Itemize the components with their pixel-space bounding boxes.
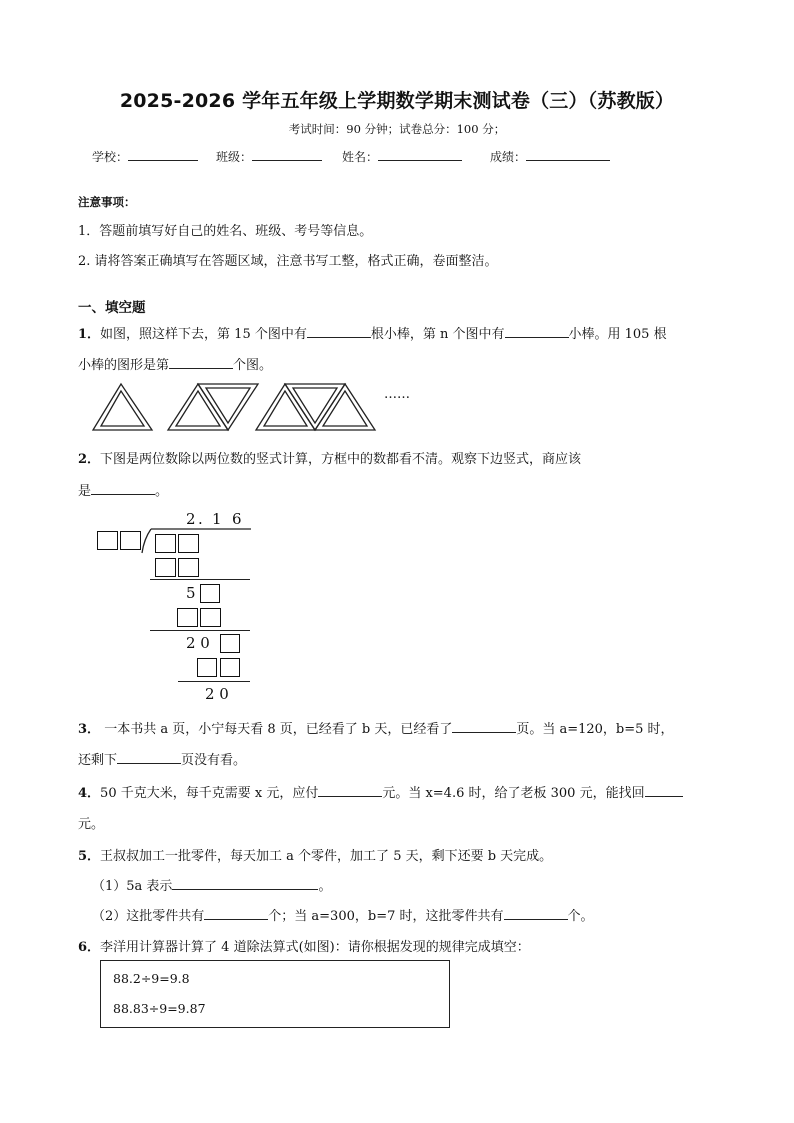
score-field xyxy=(490,147,610,165)
answer-blank[interactable] xyxy=(307,324,371,338)
answer-blank[interactable] xyxy=(204,906,268,920)
divisor-box xyxy=(97,531,118,550)
triangle-pattern-figure xyxy=(88,378,428,440)
answer-blank[interactable] xyxy=(505,324,569,338)
score-label: 成绩： xyxy=(490,150,527,164)
quotient-digit: 2 xyxy=(186,510,196,528)
quotient-digit: . xyxy=(198,510,203,528)
question-3-line-1 xyxy=(78,718,674,737)
dividend-box xyxy=(155,534,176,553)
digit-box xyxy=(197,658,217,677)
question-3-line-2 xyxy=(78,749,246,768)
q1-text-a: 如图，照这样下去，第 15 个图中有 xyxy=(100,327,307,342)
q3-text-c: 还剩下 xyxy=(78,753,118,768)
answer-blank[interactable] xyxy=(91,481,155,495)
question-number: 3． xyxy=(78,722,101,737)
figure-2 xyxy=(168,384,258,430)
q6-text-a: 李洋用计算器计算了 4 道除法算式(如图)：请你根据发现的规律完成填空： xyxy=(100,940,530,955)
notice-item-1: 1．答题前填写好自己的姓名、班级、考号等信息。 xyxy=(78,224,373,239)
q4-text-a: 50 千克大米，每千克需要 x 元，应付 xyxy=(100,786,319,801)
q5-sub2-text-c: 个。 xyxy=(567,909,594,924)
question-2-line-1 xyxy=(78,448,581,467)
division-line xyxy=(150,630,250,631)
class-field xyxy=(216,147,322,165)
q5-sub2-text-a: （2）这批零件共有 xyxy=(92,909,205,924)
formula-2: 88.83÷9=9.87 xyxy=(113,1001,206,1016)
final-digits: 2 0 xyxy=(205,685,229,703)
answer-blank[interactable] xyxy=(169,355,233,369)
dividend-box xyxy=(178,534,199,553)
digit-box xyxy=(200,584,220,603)
answer-blank[interactable] xyxy=(504,906,568,920)
digit-box xyxy=(220,658,240,677)
answer-blank[interactable] xyxy=(645,783,683,797)
notice-item-2: 2. 请将答案正确填写在答题区域，注意书写工整，格式正确，卷面整洁。 xyxy=(78,254,498,269)
q2-text-c: 。 xyxy=(155,484,169,499)
q1-text-e: 个图。 xyxy=(233,358,273,373)
figure-3 xyxy=(256,384,375,430)
q1-text-b: 根小棒，第 n 个图中有 xyxy=(370,327,505,342)
exam-info: 考试时间：90 分钟；试卷总分：100 分； xyxy=(288,122,506,136)
q5-sub2-text-b: 个；当 a=300，b=7 时，这批零件共有 xyxy=(268,909,504,924)
question-number: 4． xyxy=(78,786,101,801)
figure-1 xyxy=(93,384,152,430)
question-number: 6． xyxy=(78,940,101,955)
q1-text-d: 小棒的图形是第 xyxy=(78,358,170,373)
q3-text-b: 页。当 a=120，b=5 时， xyxy=(516,722,674,737)
remainder-digit: 5 xyxy=(186,584,196,602)
question-number: 5． xyxy=(78,849,101,864)
page-title: 2025-2026 学年五年级上学期数学期末测试卷（三）（苏教版） xyxy=(119,90,675,112)
name-label: 姓名： xyxy=(342,150,379,164)
q3-text-a: 一本书共 a 页，小宁每天看 8 页，已经看了 b 天，已经看了 xyxy=(104,722,453,737)
notice-heading: 注意事项： xyxy=(78,195,136,209)
question-1-line-2 xyxy=(78,354,272,373)
answer-blank[interactable] xyxy=(452,719,516,733)
q1-text-c: 小棒。用 105 根 xyxy=(568,327,667,342)
q5-text-a: 王叔叔加工一批零件，每天加工 a 个零件，加工了 5 天，剩下还要 b 天完成。 xyxy=(100,849,553,864)
question-5-line-1 xyxy=(78,845,552,864)
question-number: 2． xyxy=(78,452,101,467)
q2-text-a: 下图是两位数除以两位数的竖式计算，方框中的数都看不清。观察下边竖式，商应该 xyxy=(100,452,582,467)
division-line xyxy=(150,579,250,580)
answer-blank[interactable] xyxy=(172,876,318,890)
q5-sub1-text-a: （1）5a 表示 xyxy=(92,879,173,894)
answer-blank[interactable] xyxy=(117,750,181,764)
digit-box xyxy=(200,608,221,627)
ellipsis: …… xyxy=(384,387,410,402)
question-number: 1． xyxy=(78,327,101,342)
quotient-digit: 1 xyxy=(212,510,222,528)
question-2-line-2 xyxy=(78,480,168,499)
q4-text-b: 元。当 x=4.6 时，给了老板 300 元，能找回 xyxy=(382,786,645,801)
question-4-line-2 xyxy=(78,813,104,832)
digit-box xyxy=(178,558,199,577)
school-label: 学校： xyxy=(92,150,129,164)
remainder-digits: 2 0 xyxy=(186,634,210,652)
question-6-line-1 xyxy=(78,936,530,955)
q5-sub1-text-b: 。 xyxy=(318,879,332,894)
formula-box xyxy=(100,960,450,1028)
question-5-sub-2 xyxy=(92,905,594,924)
q2-text-b: 是 xyxy=(78,484,92,499)
name-field xyxy=(342,147,462,165)
answer-blank[interactable] xyxy=(318,783,382,797)
q3-text-d: 页没有看。 xyxy=(181,753,247,768)
formula-1: 88.2÷9=9.8 xyxy=(113,971,190,986)
quotient-digit: 6 xyxy=(232,510,242,528)
school-field xyxy=(92,147,198,165)
question-5-sub-1 xyxy=(92,875,331,894)
digit-box xyxy=(220,634,240,653)
digit-box xyxy=(177,608,198,627)
division-line xyxy=(178,681,250,682)
class-label: 班级： xyxy=(216,150,253,164)
question-4-line-1 xyxy=(78,782,683,801)
section-title: 一、填空题 xyxy=(78,300,146,316)
question-1-line-1 xyxy=(78,323,667,342)
divisor-box xyxy=(120,531,141,550)
q4-text-c: 元。 xyxy=(78,817,105,832)
digit-box xyxy=(155,558,176,577)
